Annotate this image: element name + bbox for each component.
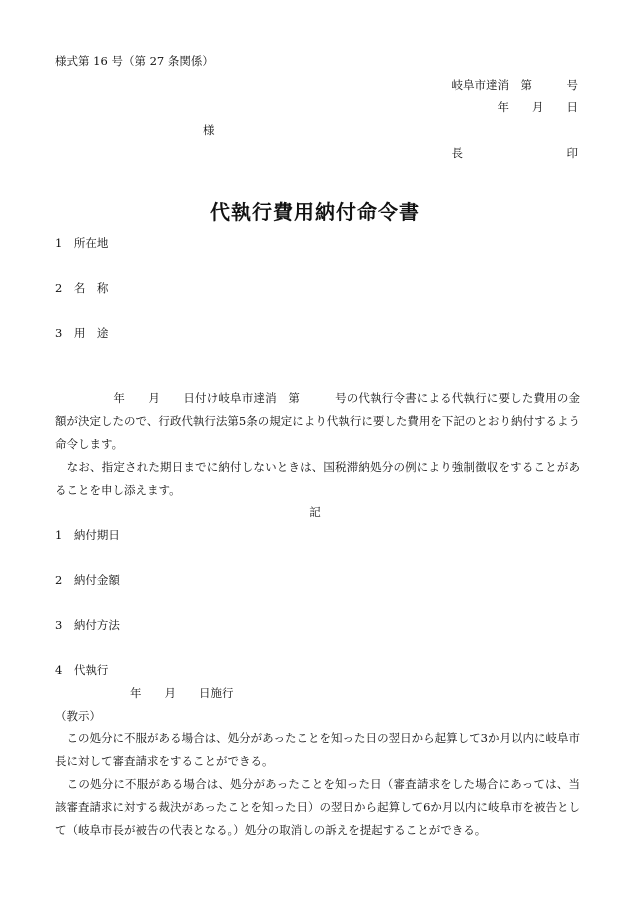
property-name-label: 2 名 称 bbox=[55, 281, 109, 295]
document-title: 代執行費用納付命令書 bbox=[210, 200, 420, 224]
property-location-label: 1 所在地 bbox=[55, 236, 109, 250]
notice-heading: （教示） bbox=[55, 709, 101, 723]
payment-due-date-label: 1 納付期日 bbox=[55, 528, 120, 542]
payment-method-label: 3 納付方法 bbox=[55, 618, 120, 632]
doc-number: 岐阜市達消 第 号 bbox=[451, 78, 578, 92]
enforcement-date: 年 月 日施行 bbox=[130, 686, 234, 700]
payment-amount-label: 2 納付金額 bbox=[55, 573, 120, 587]
notice-paragraph-review: この処分に不服がある場合は、処分があったことを知った日の翌日から起算して3か月以内に岐阜市長に対して審査請求をすることができる。 bbox=[55, 731, 580, 768]
body-paragraph-collection: なお、指定された期日までに納付しないときは、国税滞納処分の例により強制徴収をすることがあることを申し添えます。 bbox=[55, 460, 580, 497]
form-number: 様式第 16 号（第 27 条関係） bbox=[55, 54, 214, 68]
recipient-label: 様 bbox=[203, 123, 215, 137]
enforcement-label: 4 代執行 bbox=[55, 663, 109, 677]
issue-date: 年 月 日 bbox=[497, 100, 578, 114]
notice-paragraph-lawsuit: この処分に不服がある場合は、処分があったことを知った日（審査請求をした場合にあっては、当該審査請求に対する裁決があったことを知った日）の翌日から起算して6か月以内に岐阜市を被告として（岐阜市長が被告の代表となる。）処分の取消しの訴えを提起することができる。 bbox=[55, 777, 580, 837]
ki-heading: 記 bbox=[309, 505, 321, 519]
property-use-label: 3 用 途 bbox=[55, 326, 109, 340]
body-paragraph-order: 年 月 日付け岐阜市達消 第 号の代執行令書による代執行に要した費用の金額が決定したので、行政代執行法第5条の規定により代執行に要した費用を下記のとおり納付するよう命令します。 bbox=[55, 391, 580, 451]
issuer-seal-line: 長 印 bbox=[451, 146, 578, 160]
